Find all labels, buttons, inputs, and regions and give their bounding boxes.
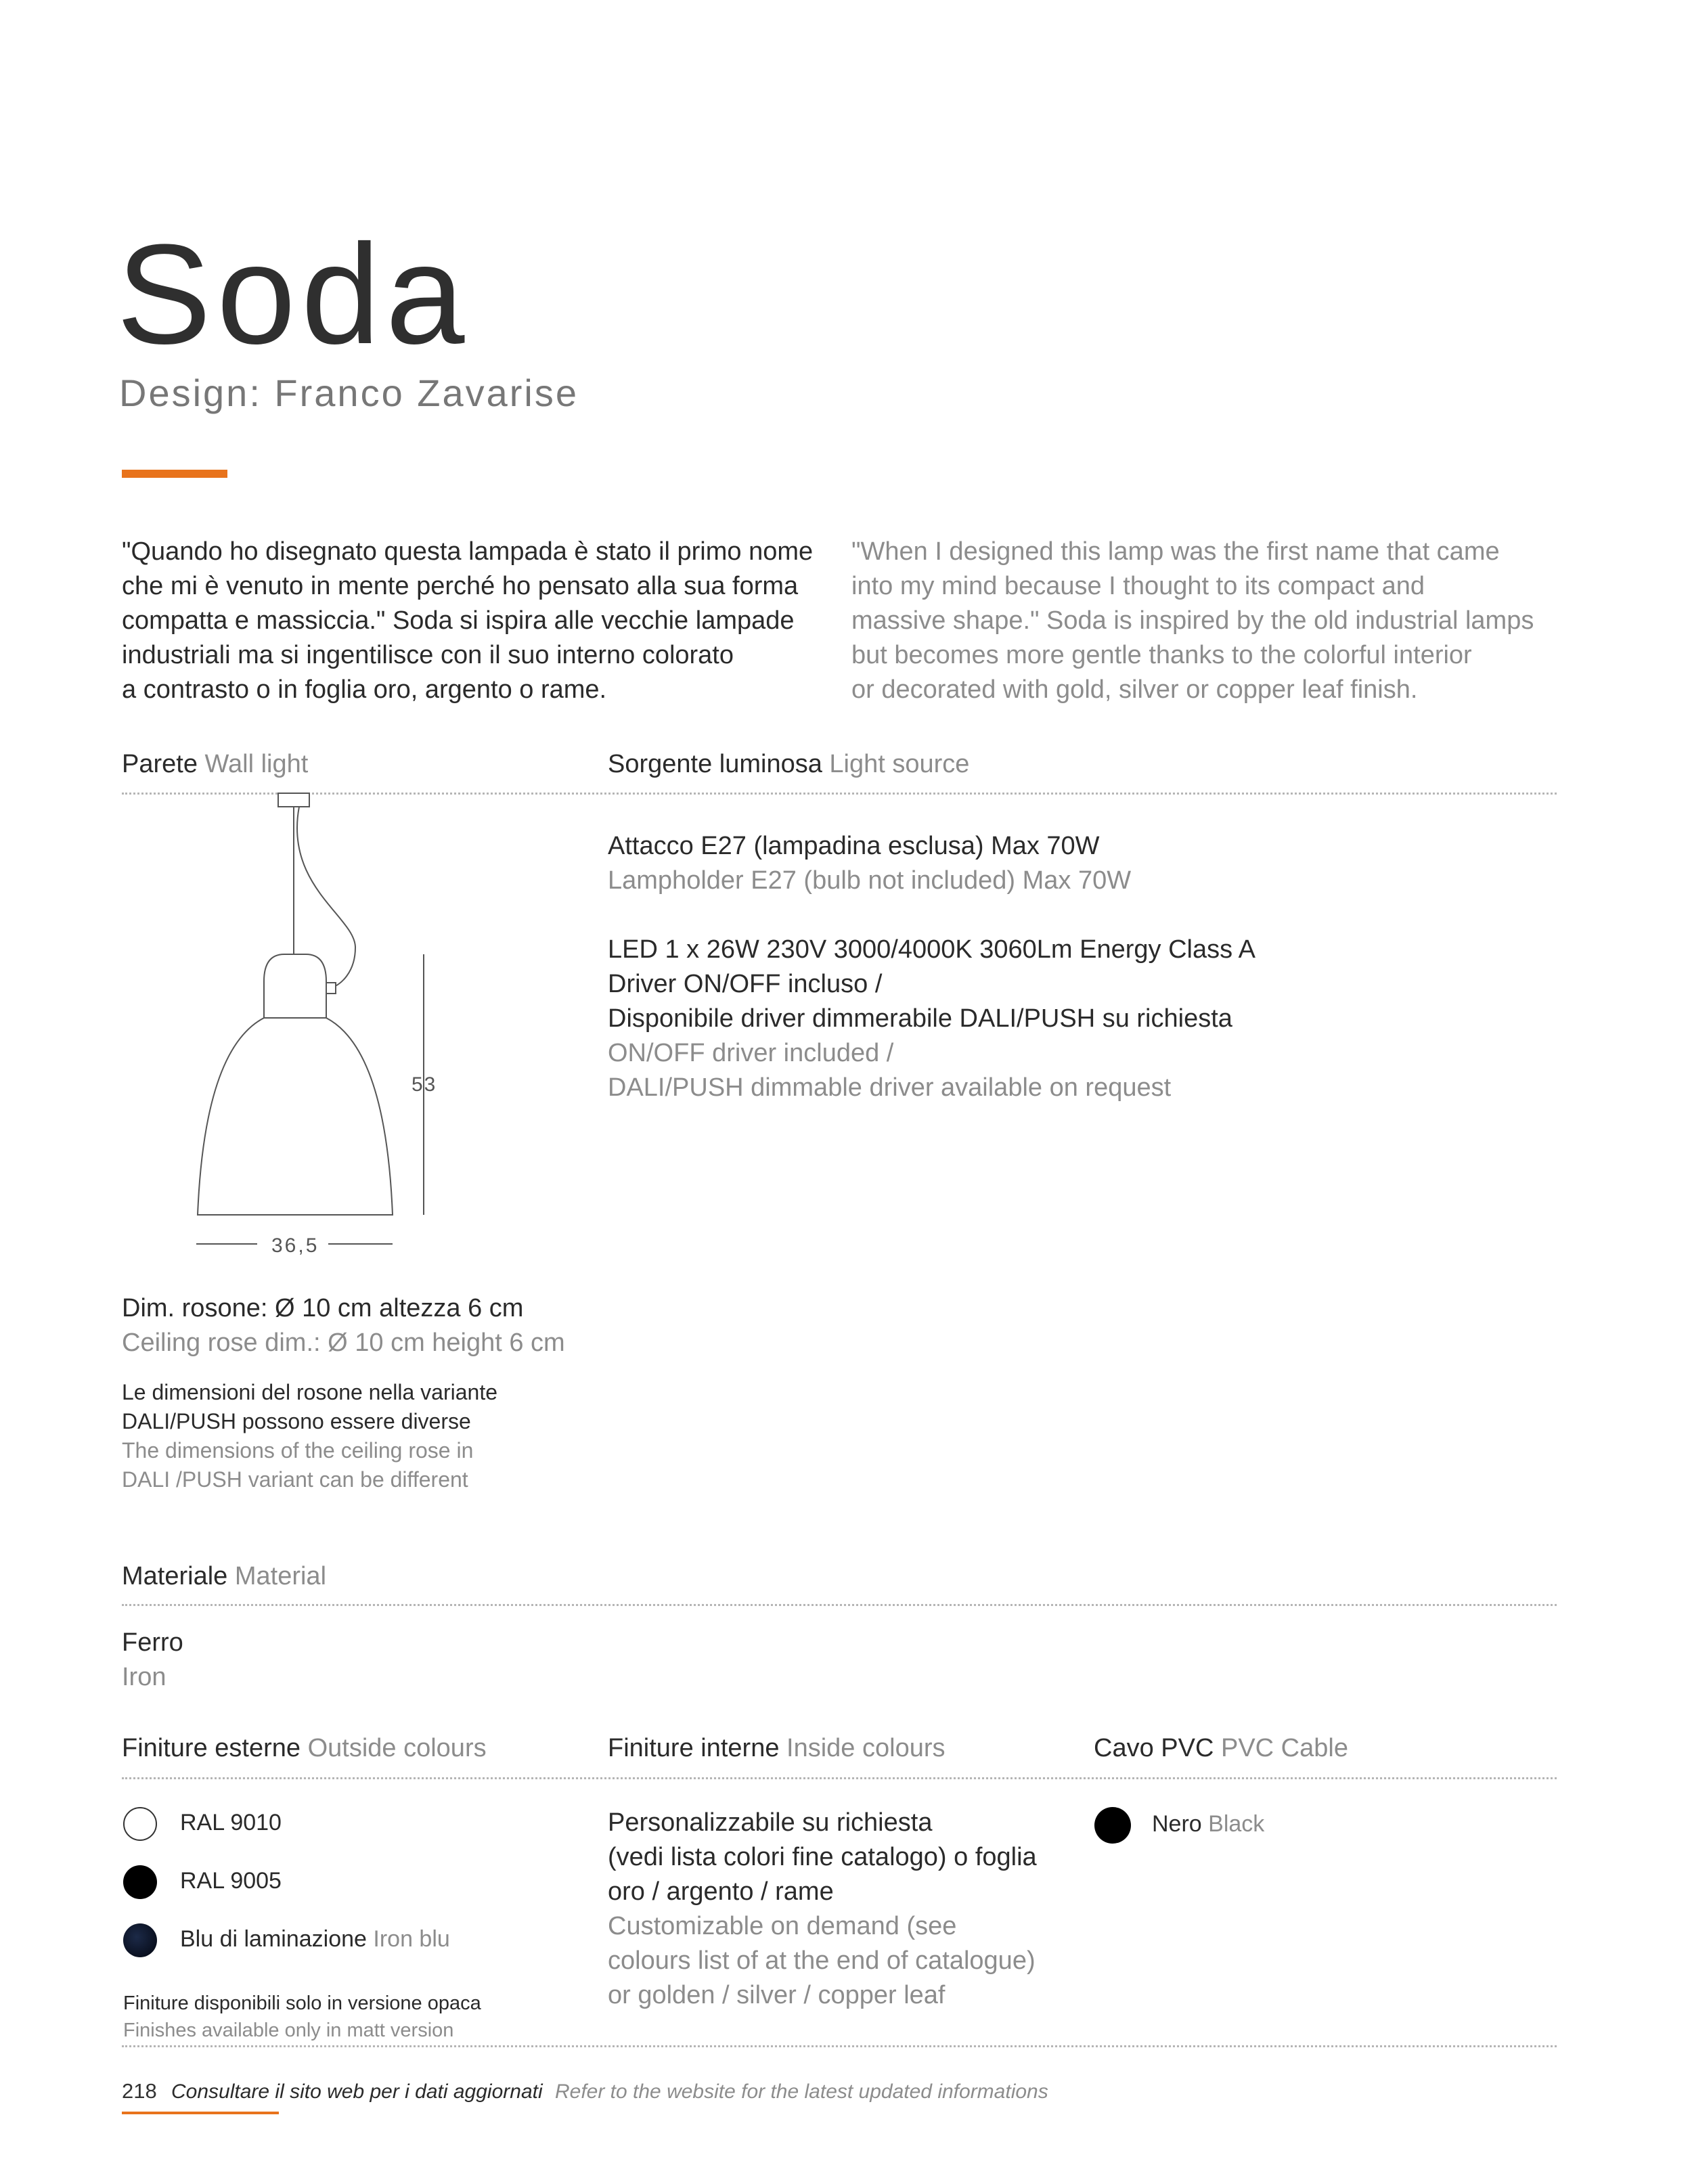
led-it-line: LED 1 x 26W 230V 3000/4000K 3060Lm Energy Class A [608,935,1255,964]
inside-it-line: (vedi lista colori fine catalogo) o foglia [608,1843,1037,1871]
finishes-note [123,1990,481,2044]
lamp-drawing [183,785,481,1259]
product-title: Soda [116,215,470,374]
swatch-cable-black [1094,1807,1131,1844]
led-en-line: ON/OFF driver included / [608,1039,894,1067]
finishes-note-it: Finiture disponibili solo in versione opaca [123,1992,481,2014]
inside-en-line: colours list of at the end of catalogue) [608,1946,1036,1975]
heading-it: Finiture esterne [122,1734,301,1762]
heading-en: Inside colours [786,1734,946,1762]
heading-it: Parete [122,750,198,778]
rose-label-en: Ceiling rose dim.: [122,1329,321,1357]
swatch-iron-blue [123,1923,157,1957]
heading-it: Cavo PVC [1094,1734,1214,1762]
material-it: Ferro [122,1628,183,1657]
heading-en: Outside colours [307,1734,487,1762]
intro-it-line: che mi è venuto in mente perché ho pensato alla sua forma [122,572,799,600]
inside-it-line: oro / argento / rame [608,1877,834,1906]
heading-en: Light source [829,750,970,778]
finishes-note-en: Finishes available only in matt version [123,2020,454,2041]
inside-en-line: or golden / silver / copper leaf [608,1981,946,2009]
ceiling-rose [278,793,309,807]
wall-light-heading [122,750,308,779]
divider [122,2045,1557,2047]
rose-value-en: Ø 10 cm height 6 cm [328,1329,565,1357]
led-en-line: DALI/PUSH dimmable driver available on request [608,1073,1172,1102]
footer-note-en: Refer to the website for the latest updated informations [554,2080,1048,2103]
cable-label-en: Black [1208,1811,1265,1837]
inside-en-line: Customizable on demand (see [608,1912,957,1940]
ceiling-rose-note [122,1378,663,1494]
intro-italian [122,535,853,707]
intro-it-line: "Quando ho disegnato questa lampada è stato il primo nome [122,537,814,566]
intro-en-line: into my mind because I thought to its compact and [851,572,1425,600]
intro-en-line: or decorated with gold, silver or copper leaf finish. [851,675,1418,704]
height-dimension-label: 53 [412,1073,437,1096]
heading-en: Wall light [204,750,309,778]
heading-en: PVC Cable [1220,1734,1348,1762]
rose-label-it: Dim. rosone: [122,1294,268,1322]
width-dimension-label: 36,5 [271,1234,319,1257]
led-it-line: Disponibile driver dimmerabile DALI/PUSH su richiesta [608,1004,1232,1033]
lampholder-en: Lampholder E27 (bulb not included) Max 70W [608,866,1132,895]
footer-note [171,2080,1048,2103]
divider [122,1604,1557,1606]
material-value [122,1626,183,1695]
intro-english [851,535,1596,707]
rose-note-en: The dimensions of the ceiling rose in [122,1438,474,1463]
heading-it: Sorgente luminosa [608,750,822,778]
lampholder-it: Attacco E27 (lampadina esclusa) Max 70W [608,832,1100,860]
lamp-neck [264,954,326,1018]
swatch-label-it: RAL 9005 [180,1868,282,1894]
pvc-cable-heading [1094,1734,1348,1763]
rose-note-it: Le dimensioni del rosone nella variante [122,1380,498,1404]
led-spec [608,933,1488,1105]
outside-colours-heading [122,1734,487,1763]
rose-note-it: DALI/PUSH possono essere diverse [122,1409,471,1433]
lampholder-spec [608,829,1488,898]
ceiling-rose-dimensions [122,1291,663,1360]
heading-en: Material [234,1562,327,1590]
heading-it: Materiale [122,1562,228,1590]
footer-accent-rule [122,2112,279,2114]
inside-colours-heading [608,1734,946,1763]
rose-note-en: DALI /PUSH variant can be different [122,1467,468,1492]
swatch-label [180,1810,282,1836]
intro-it-line: a contrasto o in foglia oro, argento o rame. [122,675,607,704]
light-source-heading [608,750,969,779]
rose-value-it: Ø 10 cm altezza 6 cm [274,1294,524,1322]
swatch-ral-9010 [123,1807,157,1841]
heading-it: Finiture interne [608,1734,780,1762]
page-number: 218 [122,2079,157,2103]
intro-it-line: industriali ma si ingentilisce con il suo interno colorato [122,641,734,669]
intro-it-line: compatta e massiccia." Soda si ispira alle vecchie lampade [122,606,795,635]
material-heading [122,1562,326,1591]
inside-colours-text [608,1806,1122,2013]
swatch-label [180,1868,282,1894]
swatch-label-en: Iron blu [373,1926,450,1952]
footer-note-it: Consultare il sito web per i dati aggiornati [171,2080,543,2103]
lamp-shade [198,1018,393,1215]
led-it-line: Driver ON/OFF incluso / [608,970,883,998]
intro-en-line: but becomes more gentle thanks to the colorful interior [851,641,1472,669]
intro-en-line: "When I designed this lamp was the first name that came [851,537,1500,566]
cable-label-it: Nero [1152,1811,1202,1837]
accent-rule [122,470,227,478]
material-en: Iron [122,1663,166,1691]
swatch-label-it: RAL 9010 [180,1810,282,1835]
swatch-label-it: Blu di laminazione [180,1926,367,1952]
swatch-label [180,1926,450,1953]
divider [122,1777,1557,1779]
cable-label [1152,1811,1264,1837]
designer-credit: Design: Franco Zavarise [119,372,579,414]
power-cable [297,807,355,988]
inside-it-line: Personalizzabile su richiesta [608,1808,933,1837]
intro-en-line: massive shape." Soda is inspired by the old industrial lamps [851,606,1534,635]
cable-clip [326,983,336,994]
swatch-ral-9005 [123,1865,157,1899]
